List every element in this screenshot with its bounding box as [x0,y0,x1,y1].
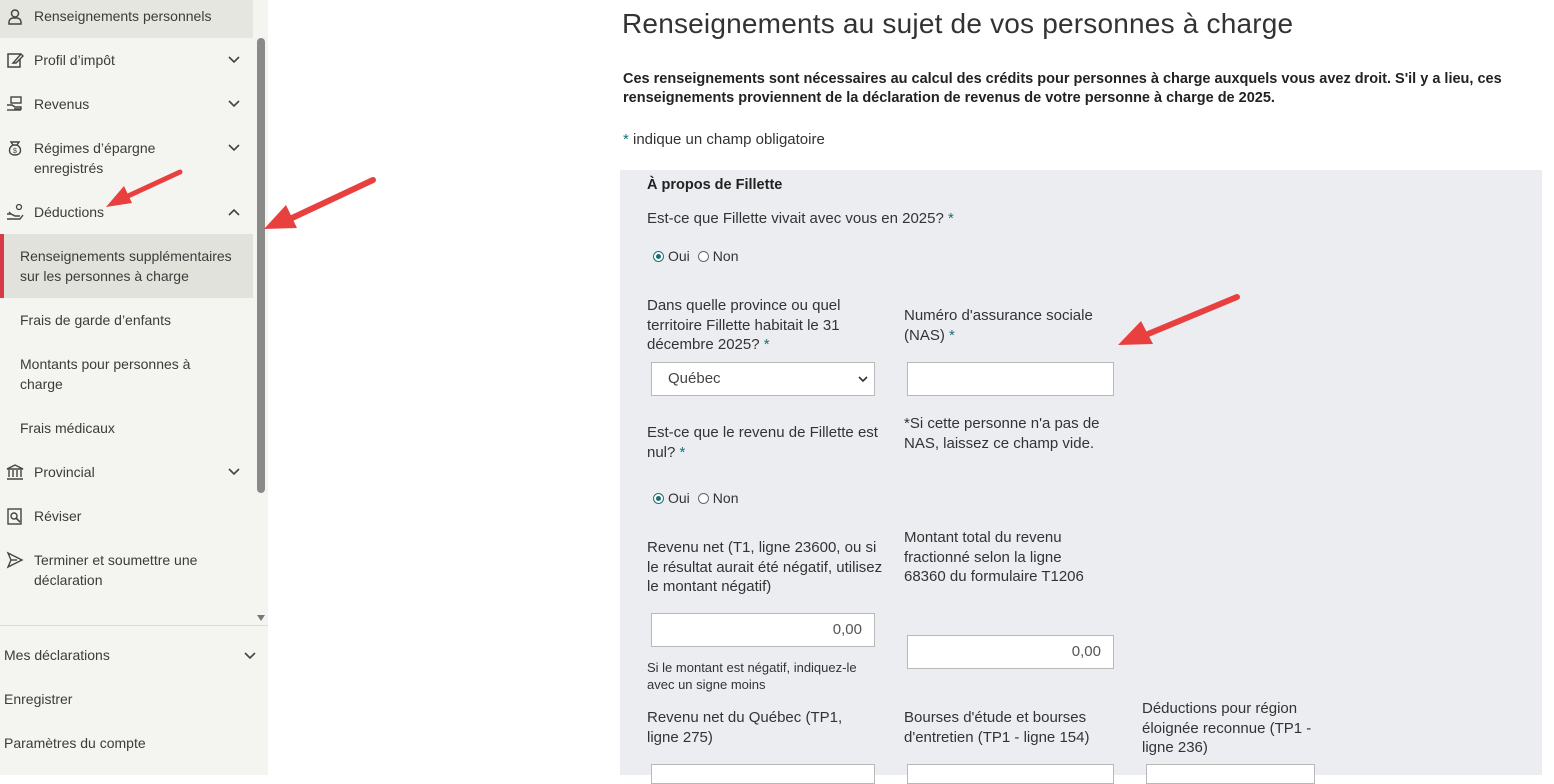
chevron-up-icon[interactable] [226,204,242,220]
send-icon [6,551,24,569]
sidebar-subitem-childcare[interactable] [0,310,253,340]
radio-no[interactable] [698,251,709,262]
sidebar-item-label: Régimes d’épargne enregistrés [34,140,156,176]
chevron-down-icon[interactable] [226,52,242,68]
person-icon [6,8,24,26]
footer-my-returns-label: Mes déclarations [4,647,110,663]
footer-my-returns[interactable] [4,647,262,663]
question-text: Est-ce que le revenu de Fillette est nul? [647,424,878,461]
required-star: * [949,326,955,344]
sidebar-nav [0,0,253,622]
intro-text: Ces renseignements sont nécessaires au calcul des crédits pour personnes à charge auxquels vous avez droit. S'il y a lieu, ces renseignements proviennent de la déclaration de revenus de votre personne à charge de 2025. [623,71,1502,106]
scroll-down-arrow-icon[interactable] [255,612,267,624]
sidebar-item-label: Provincial [34,464,95,480]
sidebar-item-label: Terminer et soumettre une déclaration [34,552,198,588]
net-income-hint: Si le montant est négatif, indiquez-le avec un signe moins [647,660,857,692]
net-income-input[interactable] [651,613,875,647]
radio-label-yes: Oui [668,490,690,506]
sidebar-divider [0,625,268,626]
sidebar-item-personal-info[interactable] [0,0,253,38]
sidebar-item-label: Déductions [34,204,105,220]
qc-net-income-input[interactable] [651,764,875,784]
radio-group-lived-with [653,248,742,264]
svg-text:$: $ [13,148,17,155]
radio-label-no: Non [712,490,739,506]
bank-icon [6,463,24,481]
sidebar-subitem-label: Frais médicaux [20,420,115,436]
sidebar-subitem-dependants-info[interactable] [0,234,253,298]
question-province [647,296,877,355]
annotation-arrow [264,180,373,229]
sidebar-item-provincial[interactable] [0,462,253,502]
radio-no[interactable] [698,493,709,504]
sidebar-item-registered-savings[interactable] [0,138,253,182]
sidebar-scrollbar-thumb[interactable] [257,38,265,493]
remote-region-input[interactable] [1146,764,1315,784]
sidebar-subitem-label: Frais de garde d’enfants [20,312,171,328]
sidebar-subitem-label: Renseignements supplémentaires sur les personnes à charge [20,248,232,284]
question-text: Numéro d'assurance sociale (NAS) [904,307,1093,344]
sidebar-subitem-medical[interactable] [0,418,253,448]
province-select-value: Québec [668,370,721,387]
deductions-icon [6,203,24,221]
split-income-value: 0,00 [1071,643,1101,660]
question-income-nil [647,423,887,462]
radio-label-yes: Oui [668,248,690,264]
question-qc-net-income: Revenu net du Québec (TP1, ligne 275) [647,709,843,746]
section-title: À propos de Fillette [647,177,783,193]
footer-save-link[interactable] [4,691,72,707]
chevron-down-icon [858,374,868,384]
sidebar-item-income[interactable] [0,94,253,134]
province-select[interactable] [651,362,875,396]
required-star: * [623,131,629,148]
required-note-text: indique un champ obligatoire [628,131,825,148]
required-star: * [679,443,686,461]
question-lived-with [647,209,954,229]
chevron-down-icon[interactable] [226,96,242,112]
question-remote-region: Déductions pour région éloignée reconnue (TP1 - ligne 236) [1142,700,1312,756]
split-income-input[interactable] [907,635,1114,669]
radio-label-no: Non [712,248,739,264]
page-title: Renseignements au sujet de vos personnes à charge [622,8,1294,39]
radio-yes[interactable] [653,251,664,262]
footer-account-settings-link[interactable] [4,735,146,751]
sidebar [0,0,268,775]
bursaries-input[interactable] [907,764,1114,784]
radio-yes[interactable] [653,493,664,504]
sidebar-item-tax-profile[interactable] [0,50,253,90]
sidebar-item-label: Profil d’impôt [34,52,115,68]
sidebar-item-label: Réviser [34,508,82,524]
sin-note: *Si cette personne n'a pas de NAS, laissez ce champ vide. [904,415,1100,452]
main-content [620,0,1554,775]
question-split-income: Montant total du revenu fractionné selon la ligne 68360 du formulaire T1206 [904,529,1084,585]
sidebar-item-finish-submit[interactable] [0,550,253,594]
review-icon [6,507,24,525]
question-text: Est-ce que Fillette vivait avec vous en 2025? [647,210,944,227]
radio-group-income-nil [653,490,742,506]
sidebar-item-label: Renseignements personnels [34,8,212,24]
savings-icon [6,139,24,157]
question-sin [904,306,1124,345]
income-icon [6,95,24,113]
edit-icon [6,51,24,69]
net-income-value: 0,00 [832,621,862,638]
chevron-down-icon[interactable] [226,464,242,480]
sidebar-subitem-dependant-amounts[interactable] [0,354,253,398]
footer-account-settings-label: Paramètres du compte [4,735,146,751]
sin-input[interactable] [907,362,1114,396]
required-star: * [763,336,770,353]
required-star: * [948,210,954,227]
chevron-down-icon[interactable] [242,648,258,664]
chevron-down-icon[interactable] [226,140,242,156]
question-bursaries: Bourses d'étude et bourses d'entretien (TP1 - ligne 154) [904,709,1090,746]
sidebar-subitem-label: Montants pour personnes à charge [20,356,191,392]
sidebar-item-review[interactable] [0,506,253,546]
sidebar-item-label: Revenus [34,96,90,112]
question-text: Dans quelle province ou quel territoire Fillette habitait le 31 décembre 2025? [647,297,841,353]
footer-save-label: Enregistrer [4,691,73,707]
question-net-income: Revenu net (T1, ligne 23600, ou si le résultat aurait été négatif, utilisez le montant négatif) [647,539,883,595]
required-note [623,131,825,148]
